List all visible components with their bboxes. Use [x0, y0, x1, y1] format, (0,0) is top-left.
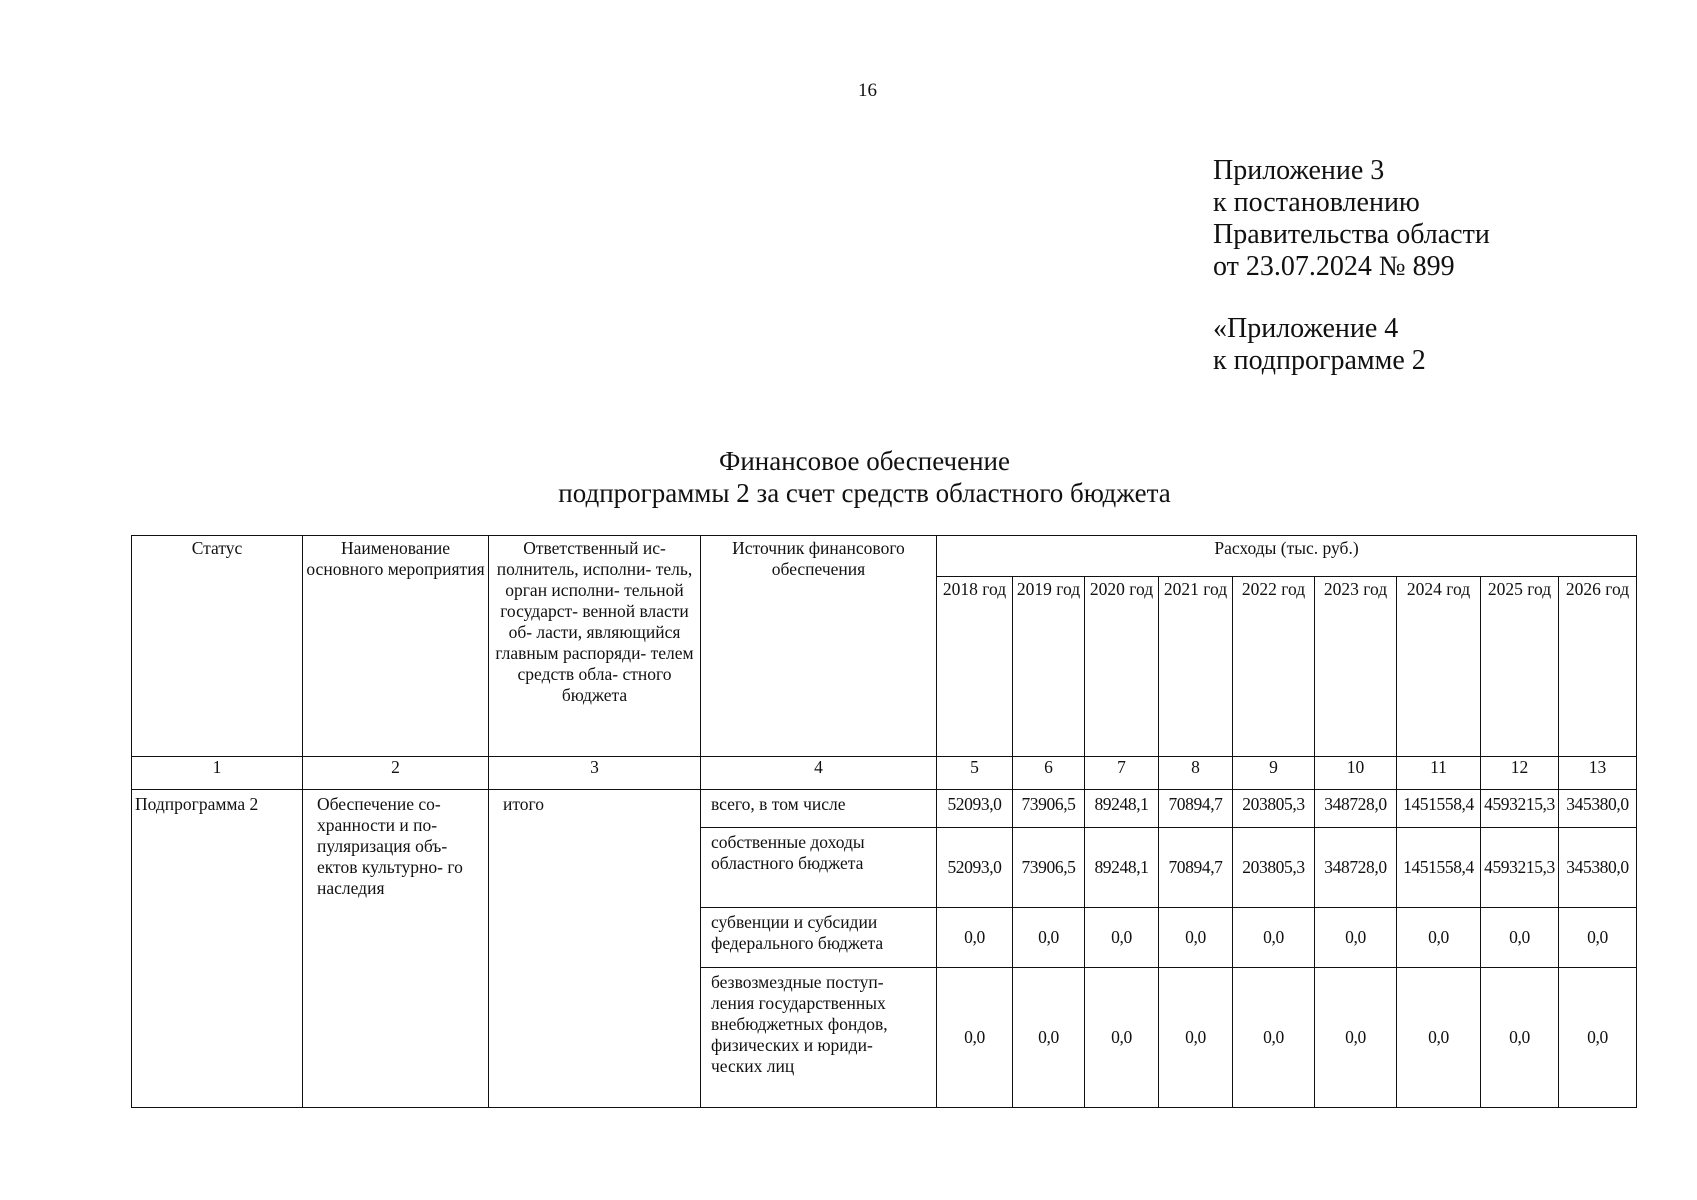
value-cell: 0,0 — [1013, 968, 1085, 1108]
header-year: 2023 год — [1315, 577, 1397, 757]
header-expenses: Расходы (тыс. руб.) — [937, 536, 1637, 577]
header-year: 2025 год — [1481, 577, 1559, 757]
column-number: 9 — [1233, 757, 1315, 790]
appendix-line: Приложение 3 — [1213, 155, 1385, 186]
value-cell: 0,0 — [1559, 968, 1637, 1108]
value-cell: 0,0 — [1315, 968, 1397, 1108]
value-cell: 0,0 — [1085, 908, 1159, 968]
value-cell: 4593215,3 — [1481, 828, 1559, 908]
value-cell: 0,0 — [1233, 968, 1315, 1108]
column-number: 1 — [132, 757, 303, 790]
appendix-block — [1213, 155, 1490, 377]
value-cell: 73906,5 — [1013, 790, 1085, 828]
document-title — [0, 445, 1697, 509]
header-event-name: Наименование основного мероприятия — [303, 536, 489, 757]
value-cell: 0,0 — [937, 908, 1013, 968]
appendix-line: от 23.07.2024 № 899 — [1213, 251, 1455, 282]
value-cell: 1451558,4 — [1397, 828, 1481, 908]
financing-table — [131, 535, 1637, 1108]
value-cell: 70894,7 — [1159, 790, 1233, 828]
table-row — [132, 790, 1637, 828]
value-cell: 348728,0 — [1315, 790, 1397, 828]
value-cell: 70894,7 — [1159, 828, 1233, 908]
value-cell: 0,0 — [1085, 968, 1159, 1108]
source-cell: собственные доходы областного бюджета — [701, 828, 937, 908]
sub-appendix-line: «Приложение 4 — [1213, 313, 1399, 344]
title-line-2: подпрограммы 2 за счет средств областного бюджета — [558, 478, 1171, 508]
column-number: 12 — [1481, 757, 1559, 790]
header-executor: Ответственный ис- полнитель, исполни- тель, орган исполни- тельной государст- венной власти об- ласти, являющийся главным распоряди- телем средств обла- стного бюджета — [489, 536, 701, 757]
header-year: 2022 год — [1233, 577, 1315, 757]
column-number: 7 — [1085, 757, 1159, 790]
sub-appendix-line: к подпрограмме 2 — [1213, 345, 1426, 376]
title-line-1: Финансовое обеспечение — [718, 446, 1010, 476]
value-cell: 1451558,4 — [1397, 790, 1481, 828]
header-source: Источник финансового обеспечения — [701, 536, 937, 757]
source-cell: субвенции и субсидии федерального бюджета — [701, 908, 937, 968]
appendix-line: Правительства области — [1213, 219, 1490, 250]
value-cell: 0,0 — [1233, 908, 1315, 968]
value-cell: 0,0 — [1397, 968, 1481, 1108]
source-cell: всего, в том числе — [701, 790, 937, 828]
column-number: 4 — [701, 757, 937, 790]
column-number: 10 — [1315, 757, 1397, 790]
column-number: 11 — [1397, 757, 1481, 790]
value-cell: 89248,1 — [1085, 790, 1159, 828]
value-cell: 0,0 — [1559, 908, 1637, 968]
value-cell: 52093,0 — [937, 828, 1013, 908]
event-name-cell: Обеспечение со- хранности и по- пуляризация объ- ектов культурно- го наследия — [303, 790, 489, 1108]
status-cell: Подпрограмма 2 — [132, 790, 303, 1108]
column-number: 3 — [489, 757, 701, 790]
value-cell: 345380,0 — [1559, 790, 1637, 828]
appendix-line: к постановлению — [1213, 187, 1420, 218]
header-row — [132, 536, 1637, 577]
header-status: Статус — [132, 536, 303, 757]
value-cell: 89248,1 — [1085, 828, 1159, 908]
value-cell: 0,0 — [1481, 908, 1559, 968]
value-cell: 203805,3 — [1233, 828, 1315, 908]
column-number: 2 — [303, 757, 489, 790]
column-number: 6 — [1013, 757, 1085, 790]
header-year: 2026 год — [1559, 577, 1637, 757]
value-cell: 0,0 — [1159, 908, 1233, 968]
column-number-row — [132, 757, 1637, 790]
header-year: 2020 год — [1085, 577, 1159, 757]
column-number: 8 — [1159, 757, 1233, 790]
column-number: 5 — [937, 757, 1013, 790]
value-cell: 0,0 — [1013, 908, 1085, 968]
header-year: 2019 год — [1013, 577, 1085, 757]
value-cell: 52093,0 — [937, 790, 1013, 828]
value-cell: 348728,0 — [1315, 828, 1397, 908]
value-cell: 0,0 — [1481, 968, 1559, 1108]
header-year: 2018 год — [937, 577, 1013, 757]
header-year: 2021 год — [1159, 577, 1233, 757]
page-number: 16 — [858, 80, 877, 101]
value-cell: 4593215,3 — [1481, 790, 1559, 828]
value-cell: 203805,3 — [1233, 790, 1315, 828]
header-year: 2024 год — [1397, 577, 1481, 757]
value-cell: 345380,0 — [1559, 828, 1637, 908]
value-cell: 73906,5 — [1013, 828, 1085, 908]
executor-cell: итого — [489, 790, 701, 1108]
value-cell: 0,0 — [1159, 968, 1233, 1108]
value-cell: 0,0 — [1315, 908, 1397, 968]
source-cell: безвозмездные поступ- ления государственных внебюджетных фондов, физических и юриди- ческих лиц — [701, 968, 937, 1108]
value-cell: 0,0 — [1397, 908, 1481, 968]
value-cell: 0,0 — [937, 968, 1013, 1108]
column-number: 13 — [1559, 757, 1637, 790]
